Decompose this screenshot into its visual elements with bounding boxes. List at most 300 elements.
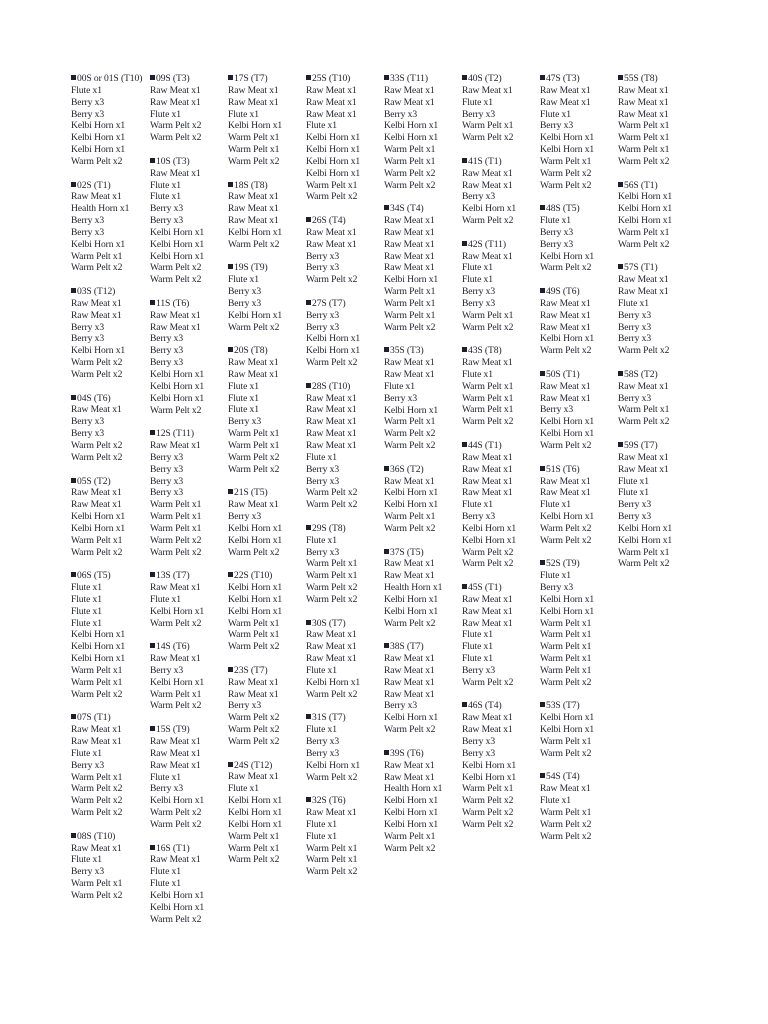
item-line: Raw Meat x1 — [462, 167, 513, 179]
item-line: Kelbi Horn x1 — [462, 759, 517, 771]
item-line: Kelbi Horn x1 — [384, 499, 439, 511]
square-bullet-icon — [71, 182, 76, 187]
item-line: Raw Meat x1 — [228, 191, 279, 203]
item-line: Raw Meat x1 — [540, 84, 591, 96]
square-bullet-icon — [228, 489, 233, 494]
entry-header — [150, 570, 228, 582]
item-line: Warm Pelt x1 — [540, 617, 592, 629]
entry-block — [462, 239, 540, 334]
entry-header — [540, 369, 618, 381]
entry-title: 51S (T6) — [546, 463, 580, 475]
item-line: Raw Meat x1 — [384, 558, 435, 570]
entry-title: 20S (T8) — [234, 345, 268, 357]
square-bullet-icon — [150, 572, 155, 577]
entry-header — [462, 345, 540, 357]
item-line: Warm Pelt x2 — [462, 416, 514, 428]
item-line: Kelbi Horn x1 — [462, 771, 517, 783]
item-line: Kelbi Horn x1 — [618, 522, 673, 534]
item-line: Warm Pelt x1 — [228, 842, 280, 854]
item-line: Warm Pelt x1 — [384, 416, 436, 428]
entry-title: 57S (T1) — [624, 262, 658, 274]
item-line: Kelbi Horn x1 — [228, 582, 283, 594]
item-line: Warm Pelt x2 — [306, 688, 358, 700]
item-line: Warm Pelt x2 — [228, 463, 280, 475]
entry-block — [71, 180, 149, 275]
item-line: Raw Meat x1 — [462, 250, 513, 262]
entry-header — [228, 180, 306, 192]
item-line: Flute x1 — [228, 404, 259, 416]
item-line: Raw Meat x1 — [150, 440, 201, 452]
item-line: Warm Pelt x1 — [618, 120, 670, 132]
item-line: Warm Pelt x2 — [384, 428, 436, 440]
item-line: Berry x3 — [306, 735, 340, 747]
entry-header — [228, 487, 306, 499]
square-bullet-icon — [306, 300, 311, 305]
item-line: Kelbi Horn x1 — [150, 605, 205, 617]
item-line: Flute x1 — [618, 487, 649, 499]
item-line: Warm Pelt x2 — [228, 724, 280, 736]
item-line: Warm Pelt x2 — [540, 167, 592, 179]
square-bullet-icon — [228, 182, 233, 187]
entry-header — [462, 239, 540, 251]
item-line: Flute x1 — [71, 582, 102, 594]
item-line: Raw Meat x1 — [306, 108, 357, 120]
entry-header — [462, 700, 540, 712]
square-bullet-icon — [540, 702, 545, 707]
item-line: Warm Pelt x2 — [71, 783, 123, 795]
item-line: Berry x3 — [306, 309, 340, 321]
entry-header — [71, 73, 149, 85]
item-line: Berry x3 — [462, 286, 496, 298]
item-line: Warm Pelt x1 — [228, 132, 280, 144]
entry-header — [540, 286, 618, 298]
item-line: Kelbi Horn x1 — [618, 534, 673, 546]
item-line: Warm Pelt x1 — [462, 392, 514, 404]
item-line: Kelbi Horn x1 — [228, 818, 283, 830]
entry-block — [150, 641, 228, 712]
item-line: Berry x3 — [540, 120, 574, 132]
entry-title: 44S (T1) — [468, 439, 502, 451]
item-line: Berry x3 — [71, 108, 105, 120]
item-line: Raw Meat x1 — [540, 297, 591, 309]
entry-header — [618, 440, 696, 452]
item-line: Raw Meat x1 — [462, 179, 513, 191]
item-line: Warm Pelt x1 — [462, 380, 514, 392]
item-line: Warm Pelt x1 — [228, 428, 280, 440]
item-line: Kelbi Horn x1 — [150, 901, 205, 913]
item-line: Kelbi Horn x1 — [384, 593, 439, 605]
item-line: Raw Meat x1 — [462, 593, 513, 605]
entry-header — [150, 428, 228, 440]
item-line: Kelbi Horn x1 — [228, 806, 283, 818]
entry-title: 13S (T7) — [156, 570, 190, 582]
entry-header — [71, 476, 149, 488]
entry-title: 31S (T7) — [312, 712, 346, 724]
item-line: Warm Pelt x1 — [150, 688, 202, 700]
entry-block — [228, 487, 306, 558]
entry-title: 28S (T10) — [312, 380, 351, 392]
entry-header — [618, 73, 696, 85]
item-line: Berry x3 — [71, 226, 105, 238]
entry-block — [150, 73, 228, 144]
item-line: Berry x3 — [228, 416, 262, 428]
item-line: Kelbi Horn x1 — [540, 724, 595, 736]
entry-title: 10S (T3) — [156, 155, 190, 167]
entry-header — [618, 369, 696, 381]
item-line: Raw Meat x1 — [384, 676, 435, 688]
item-line: Warm Pelt x1 — [306, 842, 358, 854]
square-bullet-icon — [228, 75, 233, 80]
entry-block — [71, 712, 149, 819]
item-line: Raw Meat x1 — [306, 416, 357, 428]
item-line: Warm Pelt x1 — [540, 629, 592, 641]
square-bullet-icon — [150, 643, 155, 648]
entry-block — [71, 286, 149, 381]
item-line: Warm Pelt x1 — [618, 226, 670, 238]
item-line: Warm Pelt x2 — [228, 238, 280, 250]
entry-block — [228, 180, 306, 251]
item-line: Flute x1 — [462, 262, 493, 274]
item-line: Kelbi Horn x1 — [150, 795, 205, 807]
item-line: Raw Meat x1 — [150, 167, 201, 179]
item-line: Berry x3 — [384, 108, 418, 120]
entry-header — [306, 381, 384, 393]
item-line: Kelbi Horn x1 — [384, 120, 439, 132]
item-line: Warm Pelt x2 — [462, 807, 514, 819]
item-line: Warm Pelt x2 — [462, 546, 514, 558]
entry-title: 05S (T2) — [77, 475, 111, 487]
item-line: Raw Meat x1 — [71, 487, 122, 499]
item-line: Kelbi Horn x1 — [462, 522, 517, 534]
square-bullet-icon — [462, 702, 467, 707]
item-line: Warm Pelt x1 — [384, 297, 436, 309]
entry-title: 50S (T1) — [546, 368, 580, 380]
entry-block — [462, 156, 540, 227]
item-line: Kelbi Horn x1 — [384, 274, 439, 286]
item-line: Warm Pelt x2 — [228, 641, 280, 653]
entry-title: 41S (T1) — [468, 155, 502, 167]
entry-header — [150, 843, 228, 855]
item-line: Berry x3 — [618, 309, 652, 321]
item-line: Flute x1 — [150, 771, 181, 783]
item-line: Raw Meat x1 — [150, 84, 201, 96]
item-line: Kelbi Horn x1 — [384, 712, 439, 724]
item-line: Raw Meat x1 — [462, 475, 513, 487]
entry-block — [228, 760, 306, 867]
square-bullet-icon — [462, 241, 467, 246]
entry-title: 55S (T8) — [624, 73, 658, 84]
item-line: Flute x1 — [384, 380, 415, 392]
entry-block — [150, 428, 228, 558]
item-line: Raw Meat x1 — [540, 475, 591, 487]
item-line: Warm Pelt x1 — [540, 735, 592, 747]
item-line: Kelbi Horn x1 — [306, 333, 361, 345]
item-line: Berry x3 — [150, 451, 184, 463]
item-line: Kelbi Horn x1 — [150, 226, 205, 238]
square-bullet-icon — [306, 714, 311, 719]
item-line: Warm Pelt x1 — [384, 830, 436, 842]
item-line: Warm Pelt x2 — [228, 321, 280, 333]
item-line: Raw Meat x1 — [306, 440, 357, 452]
item-line: Kelbi Horn x1 — [618, 203, 673, 215]
square-bullet-icon — [618, 264, 623, 269]
item-line: Warm Pelt x2 — [540, 440, 592, 452]
item-line: Warm Pelt x2 — [540, 747, 592, 759]
item-line: Raw Meat x1 — [306, 392, 357, 404]
item-line: Berry x3 — [462, 664, 496, 676]
item-line: Warm Pelt x1 — [150, 511, 202, 523]
item-line: Raw Meat x1 — [384, 238, 435, 250]
item-line: Warm Pelt x1 — [150, 499, 202, 511]
item-line: Raw Meat x1 — [462, 724, 513, 736]
item-line: Raw Meat x1 — [306, 84, 357, 96]
item-line: Warm Pelt x1 — [384, 155, 436, 167]
square-bullet-icon — [384, 643, 389, 648]
entry-title: 37S (T5) — [390, 546, 424, 558]
entry-title: 52S (T9) — [546, 558, 580, 570]
entry-block — [228, 73, 306, 168]
entry-title: 25S (T10) — [312, 73, 351, 84]
square-bullet-icon — [384, 466, 389, 471]
item-line: Warm Pelt x2 — [228, 155, 280, 167]
item-line: Warm Pelt x2 — [150, 262, 202, 274]
item-line: Warm Pelt x2 — [462, 558, 514, 570]
item-line: Berry x3 — [71, 428, 105, 440]
entry-block — [228, 345, 306, 475]
item-line: Raw Meat x1 — [384, 84, 435, 96]
item-line: Warm Pelt x1 — [306, 179, 358, 191]
entry-header — [462, 582, 540, 594]
entry-block — [228, 262, 306, 333]
item-line: Raw Meat x1 — [306, 226, 357, 238]
entry-block — [306, 712, 384, 783]
square-bullet-icon — [150, 300, 155, 305]
item-line: Kelbi Horn x1 — [384, 795, 439, 807]
item-line: Kelbi Horn x1 — [384, 818, 439, 830]
item-line: Kelbi Horn x1 — [71, 345, 126, 357]
item-line: Raw Meat x1 — [150, 309, 201, 321]
entry-title: 45S (T1) — [468, 582, 502, 594]
item-line: Raw Meat x1 — [71, 724, 122, 736]
item-line: Berry x3 — [228, 297, 262, 309]
item-line: Berry x3 — [462, 108, 496, 120]
item-line: Warm Pelt x1 — [228, 617, 280, 629]
item-line: Warm Pelt x2 — [540, 534, 592, 546]
item-line: Warm Pelt x1 — [228, 440, 280, 452]
entry-title: 30S (T7) — [312, 617, 346, 629]
square-bullet-icon — [228, 667, 233, 672]
item-line: Flute x1 — [618, 475, 649, 487]
item-line: Warm Pelt x1 — [71, 771, 123, 783]
item-line: Kelbi Horn x1 — [540, 605, 595, 617]
square-bullet-icon — [306, 620, 311, 625]
item-line: Raw Meat x1 — [618, 96, 669, 108]
item-line: Raw Meat x1 — [228, 499, 279, 511]
item-line: Flute x1 — [540, 570, 571, 582]
entry-title: 24S (T12) — [234, 759, 273, 771]
item-line: Kelbi Horn x1 — [618, 191, 673, 203]
entry-title: 11S (T6) — [156, 297, 190, 309]
entry-header — [384, 203, 462, 215]
item-line: Raw Meat x1 — [462, 617, 513, 629]
square-bullet-icon — [228, 264, 233, 269]
item-line: Berry x3 — [71, 866, 105, 878]
item-line: Raw Meat x1 — [71, 735, 122, 747]
item-line: Raw Meat x1 — [384, 664, 435, 676]
item-line: Warm Pelt x2 — [228, 712, 280, 724]
item-line: Berry x3 — [306, 546, 340, 558]
item-line: Warm Pelt x2 — [618, 155, 670, 167]
item-line: Berry x3 — [618, 511, 652, 523]
item-line: Kelbi Horn x1 — [306, 759, 361, 771]
item-line: Raw Meat x1 — [540, 380, 591, 392]
item-line: Warm Pelt x1 — [618, 144, 670, 156]
item-line: Raw Meat x1 — [618, 451, 669, 463]
item-line: Raw Meat x1 — [462, 357, 513, 369]
entry-title: 49S (T6) — [546, 286, 580, 298]
entry-block — [384, 73, 462, 191]
entry-title: 54S (T4) — [546, 771, 580, 783]
item-line: Warm Pelt x2 — [71, 440, 123, 452]
entry-block — [384, 464, 462, 535]
entry-header — [228, 345, 306, 357]
entry-title: 06S (T5) — [77, 570, 111, 582]
item-line: Raw Meat x1 — [306, 629, 357, 641]
item-line: Kelbi Horn x1 — [71, 641, 126, 653]
entry-title: 14S (T6) — [156, 641, 190, 653]
item-line: Kelbi Horn x1 — [384, 487, 439, 499]
item-line: Raw Meat x1 — [384, 357, 435, 369]
item-line: Warm Pelt x2 — [306, 771, 358, 783]
item-line: Kelbi Horn x1 — [384, 404, 439, 416]
column-8 — [618, 73, 696, 582]
item-line: Raw Meat x1 — [228, 368, 279, 380]
item-line: Warm Pelt x2 — [306, 593, 358, 605]
entry-title: 07S (T1) — [77, 712, 111, 724]
item-line: Raw Meat x1 — [150, 582, 201, 594]
item-line: Warm Pelt x2 — [384, 167, 436, 179]
item-line: Berry x3 — [462, 735, 496, 747]
entry-block — [462, 582, 540, 689]
square-bullet-icon — [540, 75, 545, 80]
entry-header — [540, 700, 618, 712]
item-line: Health Horn x1 — [71, 203, 130, 215]
item-line: Kelbi Horn x1 — [71, 653, 126, 665]
square-bullet-icon — [228, 347, 233, 352]
item-line: Warm Pelt x2 — [306, 357, 358, 369]
entry-header — [306, 215, 384, 227]
entry-title: 04S (T6) — [77, 392, 111, 404]
entry-header — [228, 262, 306, 274]
item-line: Warm Pelt x1 — [618, 546, 670, 558]
entry-block — [618, 73, 696, 168]
item-line: Berry x3 — [150, 357, 184, 369]
square-bullet-icon — [71, 395, 76, 400]
square-bullet-icon — [384, 205, 389, 210]
item-line: Warm Pelt x2 — [71, 369, 123, 380]
item-line: Raw Meat x1 — [618, 274, 669, 286]
entry-title: 23S (T7) — [234, 664, 268, 676]
entry-title: 00S or 01S (T10) — [77, 73, 143, 84]
item-line: Warm Pelt x1 — [71, 878, 123, 890]
item-line: Kelbi Horn x1 — [618, 215, 673, 227]
item-line: Kelbi Horn x1 — [306, 132, 361, 144]
item-line: Flute x1 — [540, 795, 571, 807]
square-bullet-icon — [462, 158, 467, 163]
entry-block — [618, 369, 696, 428]
item-line: Kelbi Horn x1 — [71, 238, 126, 250]
square-bullet-icon — [150, 430, 155, 435]
square-bullet-icon — [150, 75, 155, 80]
entry-header — [228, 73, 306, 85]
entry-header — [540, 464, 618, 476]
entry-header — [228, 665, 306, 677]
entry-header — [71, 570, 149, 582]
item-line: Flute x1 — [228, 783, 259, 795]
item-line: Flute x1 — [150, 866, 181, 878]
column-1 — [71, 73, 149, 914]
item-line: Warm Pelt x2 — [618, 558, 670, 570]
square-bullet-icon — [71, 714, 76, 719]
item-line: Kelbi Horn x1 — [71, 629, 126, 641]
item-line: Warm Pelt x1 — [462, 120, 514, 132]
square-bullet-icon — [71, 75, 76, 80]
entry-block — [306, 618, 384, 701]
square-bullet-icon — [71, 833, 76, 838]
square-bullet-icon — [150, 158, 155, 163]
item-line: Flute x1 — [306, 724, 337, 736]
item-line: Flute x1 — [150, 108, 181, 120]
entry-block — [71, 393, 149, 464]
entry-block — [462, 345, 540, 428]
item-line: Raw Meat x1 — [71, 404, 122, 416]
item-line: Warm Pelt x1 — [150, 522, 202, 534]
entry-block — [306, 795, 384, 878]
item-line: Raw Meat x1 — [71, 499, 122, 511]
item-line: Warm Pelt x1 — [462, 404, 514, 416]
item-line: Raw Meat x1 — [384, 262, 435, 274]
item-line: Raw Meat x1 — [618, 463, 669, 475]
item-line: Raw Meat x1 — [462, 84, 513, 96]
item-line: Kelbi Horn x1 — [71, 120, 126, 132]
item-line: Kelbi Horn x1 — [540, 250, 595, 262]
item-line: Warm Pelt x2 — [540, 345, 592, 357]
item-line: Warm Pelt x1 — [384, 144, 436, 156]
entry-title: 18S (T8) — [234, 179, 268, 191]
item-line: Berry x3 — [618, 333, 652, 345]
entry-header — [71, 286, 149, 298]
entry-header — [618, 262, 696, 274]
item-line: Flute x1 — [150, 179, 181, 191]
item-line: Raw Meat x1 — [540, 783, 591, 795]
item-line: Warm Pelt x1 — [71, 676, 123, 688]
item-line: Kelbi Horn x1 — [150, 250, 205, 262]
item-line: Flute x1 — [228, 380, 259, 392]
item-line: Berry x3 — [71, 321, 105, 333]
entry-title: 36S (T2) — [390, 463, 424, 475]
item-line: Health Horn x1 — [384, 783, 443, 795]
column-7 — [540, 73, 618, 854]
square-bullet-icon — [462, 584, 467, 589]
item-line: Flute x1 — [462, 641, 493, 653]
item-line: Berry x3 — [228, 511, 262, 523]
item-line: Kelbi Horn x1 — [540, 144, 595, 156]
entry-block — [71, 570, 149, 700]
item-line: Warm Pelt x2 — [71, 155, 123, 167]
item-line: Raw Meat x1 — [306, 641, 357, 653]
item-line: Kelbi Horn x1 — [150, 380, 205, 392]
entry-header — [540, 771, 618, 783]
